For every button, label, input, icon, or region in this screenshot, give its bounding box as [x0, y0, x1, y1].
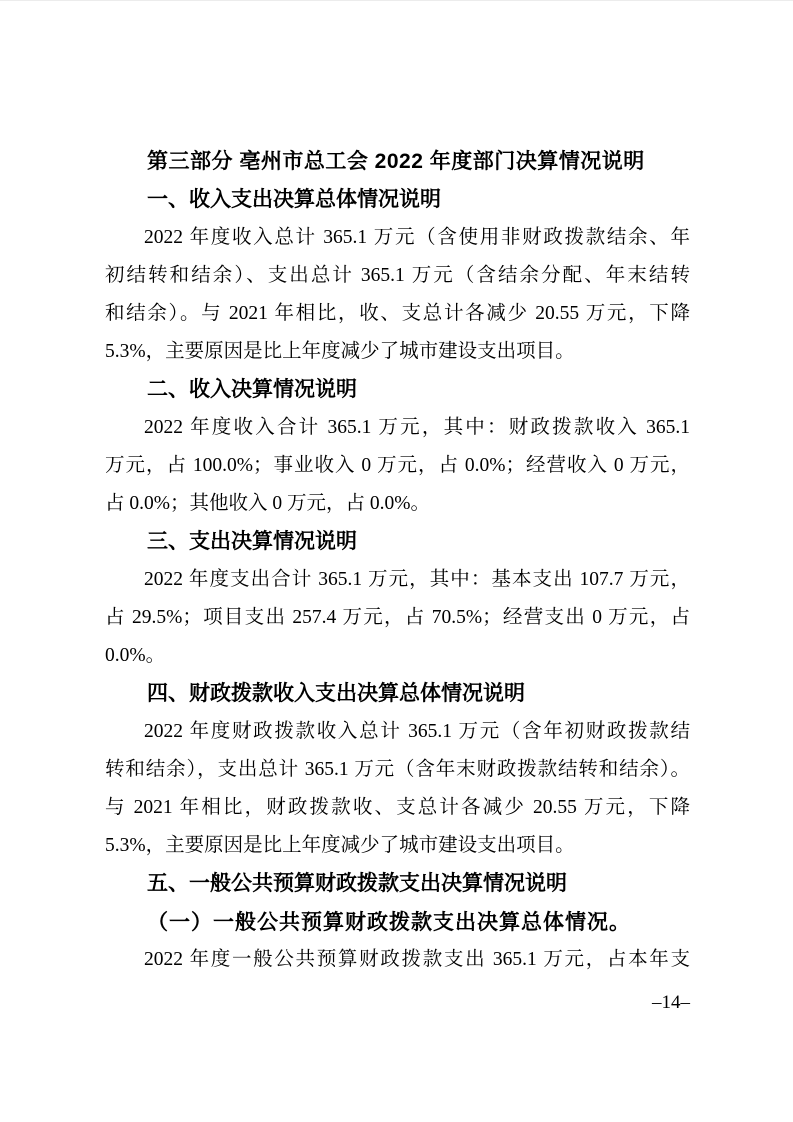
- text-line: 0.0%。: [105, 645, 166, 666]
- paragraph: [105, 219, 690, 371]
- section-heading: 五、一般公共预算财政拨款支出决算情况说明: [147, 872, 567, 895]
- text-line: 初结转和结余）、支出总计 365.1 万元（含结余分配、年末结转: [105, 265, 690, 286]
- text-line: 占 29.5%；项目支出 257.4 万元，占 70.5%；经营支出 0 万元，占: [105, 607, 690, 628]
- document-title: 第三部分 亳州市总工会 2022 年度部门决算情况说明: [147, 150, 645, 173]
- document-content: [105, 143, 690, 979]
- text-line: 与 2021 年相比，财政拨款收、支总计各减少 20.55 万元，下降: [105, 797, 690, 818]
- section-heading: 一、收入支出决算总体情况说明: [147, 188, 441, 211]
- text-line: 2022 年度财政拨款收入总计 365.1 万元（含年初财政拨款结: [144, 721, 690, 742]
- text-line: 2022 年度支出合计 365.1 万元，其中：基本支出 107.7 万元，: [144, 569, 690, 590]
- section-heading: 三、支出决算情况说明: [147, 530, 357, 553]
- paragraph: [105, 713, 690, 865]
- paragraph: [105, 941, 690, 979]
- text-line: 万元，占 100.0%；事业收入 0 万元，占 0.0%；经营收入 0 万元，: [105, 455, 690, 476]
- subsection-heading: （一）一般公共预算财政拨款支出决算总体情况。: [147, 910, 631, 934]
- text-line: 2022 年度收入总计 365.1 万元（含使用非财政拨款结余、年: [144, 227, 690, 248]
- text-line: 转和结余），支出总计 365.1 万元（含年末财政拨款结转和结余）。: [105, 759, 690, 780]
- text-line: 2022 年度收入合计 365.1 万元，其中：财政拨款收入 365.1: [144, 417, 690, 438]
- page-number: –14–: [652, 992, 690, 1013]
- text-line: 5.3%，主要原因是比上年度减少了城市建设支出项目。: [105, 835, 575, 856]
- text-line: 5.3%，主要原因是比上年度减少了城市建设支出项目。: [105, 341, 575, 362]
- text-line: 和结余）。与 2021 年相比，收、支总计各减少 20.55 万元，下降: [105, 303, 690, 324]
- section-heading: 四、财政拨款收入支出决算总体情况说明: [147, 682, 525, 705]
- document-body: [105, 181, 690, 979]
- text-line: 2022 年度一般公共预算财政拨款支出 365.1 万元，占本年支: [144, 949, 690, 970]
- section-heading: 二、收入决算情况说明: [147, 378, 357, 401]
- text-line: 占 0.0%；其他收入 0 万元，占 0.0%。: [105, 493, 430, 514]
- paragraph: [105, 561, 690, 675]
- paragraph: [105, 409, 690, 523]
